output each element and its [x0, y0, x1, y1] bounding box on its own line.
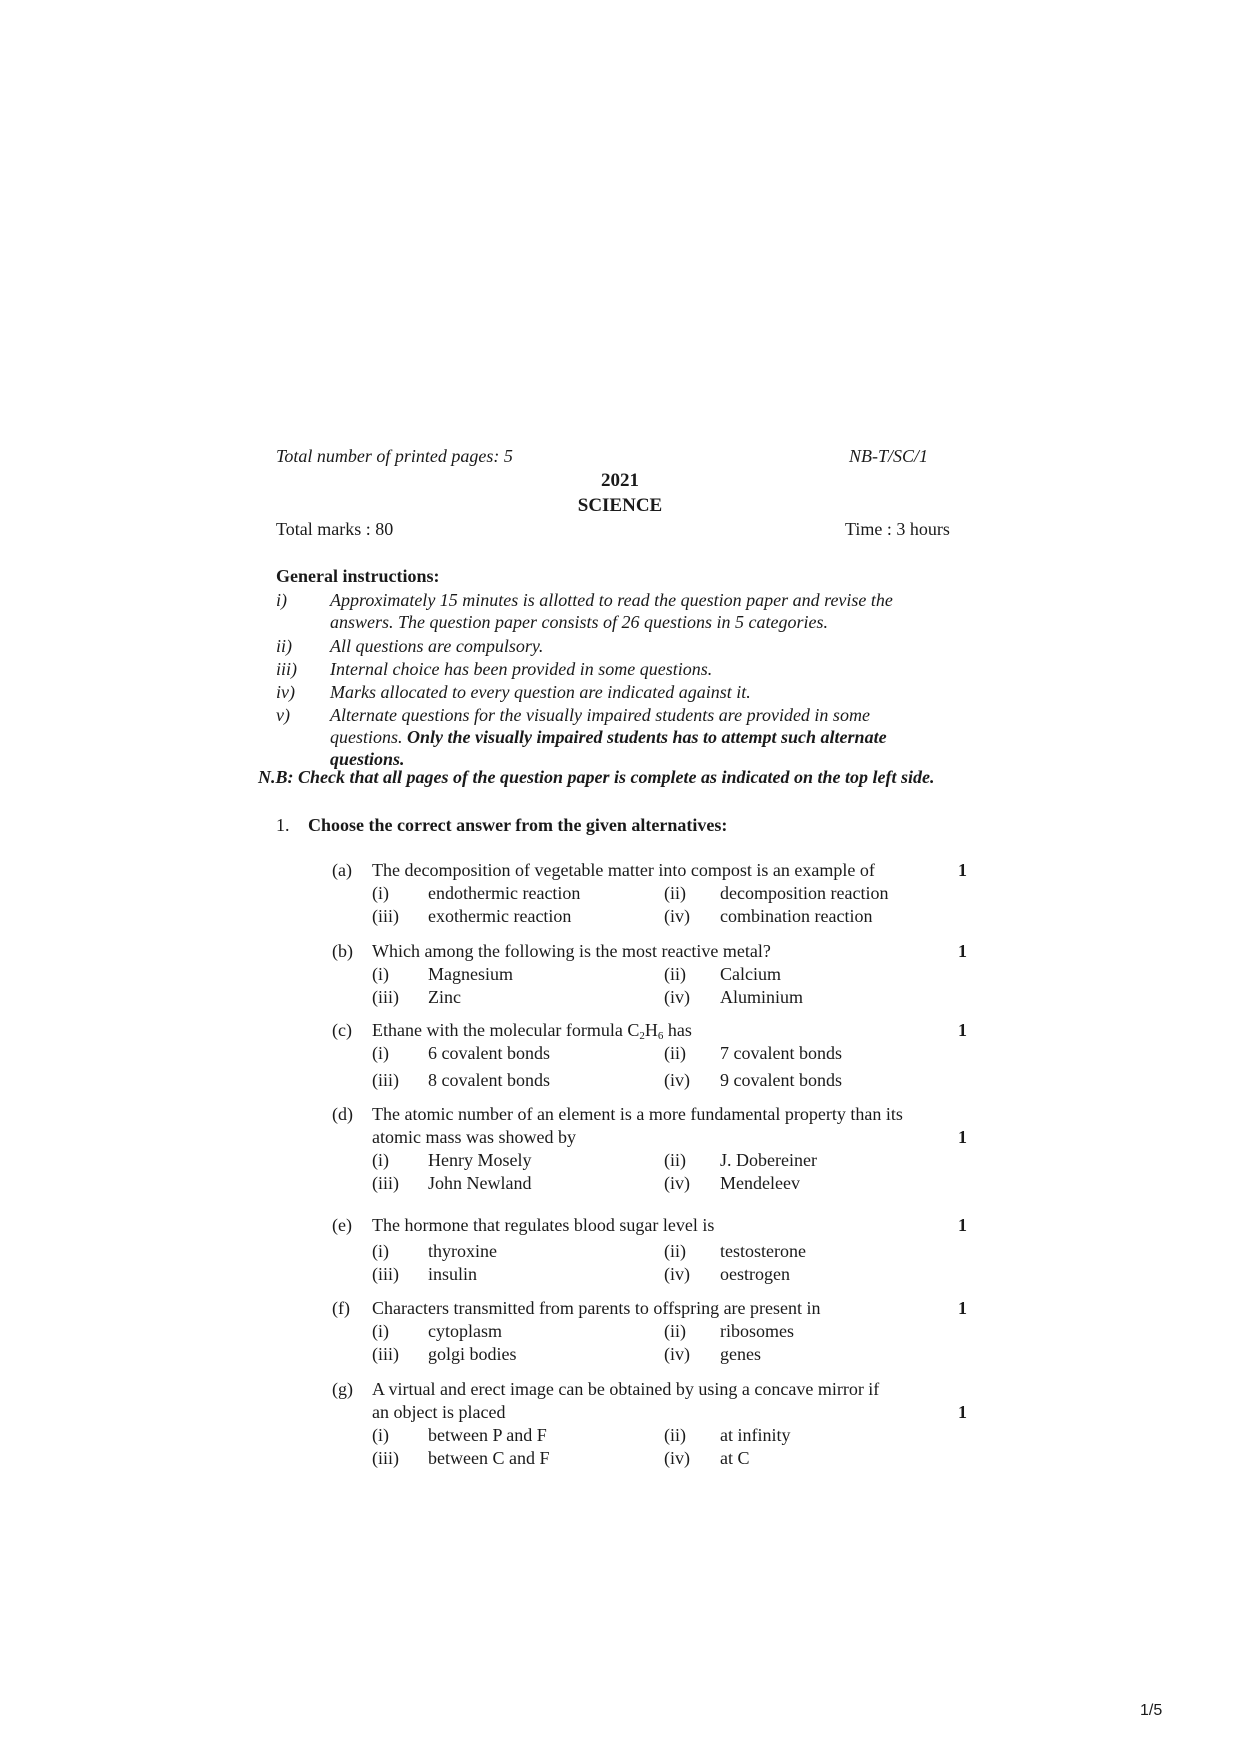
- option-num: (iii): [372, 906, 399, 926]
- option-num: (ii): [664, 964, 686, 984]
- option-num: (ii): [664, 1043, 686, 1063]
- printed-pages-note: Total number of printed pages: 5: [276, 446, 513, 466]
- paper-code: NB-T/SC/1: [849, 446, 929, 466]
- instruction-text: All questions are compulsory.: [330, 636, 544, 656]
- instruction-text: answers. The question paper consists of 26 questions in 5 categories.: [330, 612, 828, 632]
- question-label: (b): [332, 941, 353, 961]
- question-text: Which among the following is the most reactive metal?: [372, 941, 771, 961]
- option-text: Magnesium: [428, 964, 513, 984]
- question-marks: 1: [958, 1402, 967, 1422]
- option-num: (iii): [372, 1264, 399, 1284]
- question-marks: 1: [958, 1298, 967, 1318]
- option-num: (ii): [664, 1150, 686, 1170]
- instruction-num: v): [276, 705, 290, 725]
- page-number: 1/5: [1140, 1702, 1163, 1719]
- option-num: (i): [372, 883, 389, 903]
- total-marks: Total marks : 80: [276, 519, 394, 539]
- option-text: ribosomes: [720, 1321, 794, 1341]
- option-num: (iii): [372, 1448, 399, 1468]
- option-text: testosterone: [720, 1241, 806, 1261]
- option-text: 7 covalent bonds: [720, 1043, 842, 1063]
- option-num: (iv): [664, 987, 690, 1007]
- instruction-text: questions.: [330, 749, 405, 769]
- section-number: 1.: [276, 815, 290, 835]
- instructions-heading: General instructions:: [276, 566, 440, 586]
- option-text: John Newland: [428, 1173, 532, 1193]
- option-text: at infinity: [720, 1425, 791, 1445]
- option-text: endothermic reaction: [428, 883, 581, 903]
- question-text: The atomic number of an element is a more fundamental property than its: [372, 1104, 903, 1124]
- option-num: (iv): [664, 906, 690, 926]
- option-num: (iii): [372, 1070, 399, 1090]
- option-text: Henry Mosely: [428, 1150, 532, 1170]
- option-num: (i): [372, 1321, 389, 1341]
- option-text: Aluminium: [720, 987, 804, 1007]
- option-text: Mendeleev: [720, 1173, 800, 1193]
- option-num: (i): [372, 1150, 389, 1170]
- question-label: (e): [332, 1215, 352, 1235]
- option-text: golgi bodies: [428, 1344, 517, 1364]
- question-marks: 1: [958, 941, 967, 961]
- instruction-text: Approximately 15 minutes is allotted to read the question paper and revise the: [330, 590, 893, 610]
- option-num: (iii): [372, 1173, 399, 1193]
- option-text: at C: [720, 1448, 750, 1468]
- option-text: 9 covalent bonds: [720, 1070, 842, 1090]
- instruction-text: Internal choice has been provided in some questions.: [330, 659, 713, 679]
- option-num: (ii): [664, 883, 686, 903]
- option-num: (i): [372, 1043, 389, 1063]
- instruction-num: iii): [276, 659, 297, 679]
- subject-title: SCIENCE: [577, 495, 663, 516]
- option-text: combination reaction: [720, 906, 873, 926]
- question-text: The decomposition of vegetable matter into compost is an example of: [372, 860, 875, 880]
- option-num: (ii): [664, 1425, 686, 1445]
- question-text: Characters transmitted from parents to offspring are present in: [372, 1298, 821, 1318]
- question-text: A virtual and erect image can be obtained by using a concave mirror if: [372, 1379, 880, 1399]
- option-text: thyroxine: [428, 1241, 497, 1261]
- exam-time: Time : 3 hours: [845, 519, 950, 539]
- question-marks: 1: [958, 1020, 967, 1040]
- option-num: (iii): [372, 987, 399, 1007]
- option-num: (i): [372, 1241, 389, 1261]
- instruction-text: Marks allocated to every question are indicated against it.: [330, 682, 751, 702]
- option-text: between C and F: [428, 1448, 550, 1468]
- instruction-text: Alternate questions for the visually impaired students are provided in some: [330, 705, 870, 725]
- option-text: Calcium: [720, 964, 781, 984]
- question-marks: 1: [958, 1127, 967, 1147]
- option-text: insulin: [428, 1264, 478, 1284]
- option-num: (i): [372, 1425, 389, 1445]
- option-text: exothermic reaction: [428, 906, 572, 926]
- instruction-num: iv): [276, 682, 295, 702]
- visually-impaired-note: Only the visually impaired students has to attempt such alternate: [407, 727, 887, 747]
- instruction-num: ii): [276, 636, 292, 656]
- option-text: 6 covalent bonds: [428, 1043, 550, 1063]
- instruction-text: questions. Only the visually impaired students has to attempt such alternate: [330, 727, 887, 747]
- option-text: decomposition reaction: [720, 883, 889, 903]
- question-text: The hormone that regulates blood sugar level is: [372, 1215, 715, 1235]
- section-title: Choose the correct answer from the given alternatives:: [308, 815, 728, 835]
- option-num: (iv): [664, 1173, 690, 1193]
- option-text: Zinc: [428, 987, 461, 1007]
- option-num: (i): [372, 964, 389, 984]
- question-text: Ethane with the molecular formula $C_2H_6$ has: [372, 1020, 692, 1042]
- question-text: atomic mass was showed by: [372, 1127, 576, 1147]
- option-num: (ii): [664, 1321, 686, 1341]
- question-label: (d): [332, 1104, 353, 1124]
- question-marks: 1: [958, 860, 967, 880]
- option-num: (iv): [664, 1344, 690, 1364]
- question-label: (c): [332, 1020, 352, 1040]
- question-text: an object is placed: [372, 1402, 506, 1422]
- question-marks: 1: [958, 1215, 967, 1235]
- option-text: cytoplasm: [428, 1321, 502, 1341]
- option-text: oestrogen: [720, 1264, 790, 1284]
- option-num: (iii): [372, 1344, 399, 1364]
- option-num: (ii): [664, 1241, 686, 1261]
- option-num: (iv): [664, 1070, 690, 1090]
- instruction-num: i): [276, 590, 287, 610]
- option-text: between P and F: [428, 1425, 547, 1445]
- question-label: (g): [332, 1379, 353, 1399]
- option-text: J. Dobereiner: [720, 1150, 817, 1170]
- question-label: (a): [332, 860, 352, 880]
- option-num: (iv): [664, 1448, 690, 1468]
- option-text: genes: [720, 1344, 761, 1364]
- exam-year: 2021: [601, 470, 639, 491]
- option-text: 8 covalent bonds: [428, 1070, 550, 1090]
- option-num: (iv): [664, 1264, 690, 1284]
- nb-note: N.B: Check that all pages of the question paper is complete as indicated on the top left side.: [258, 767, 935, 787]
- question-label: (f): [332, 1298, 350, 1318]
